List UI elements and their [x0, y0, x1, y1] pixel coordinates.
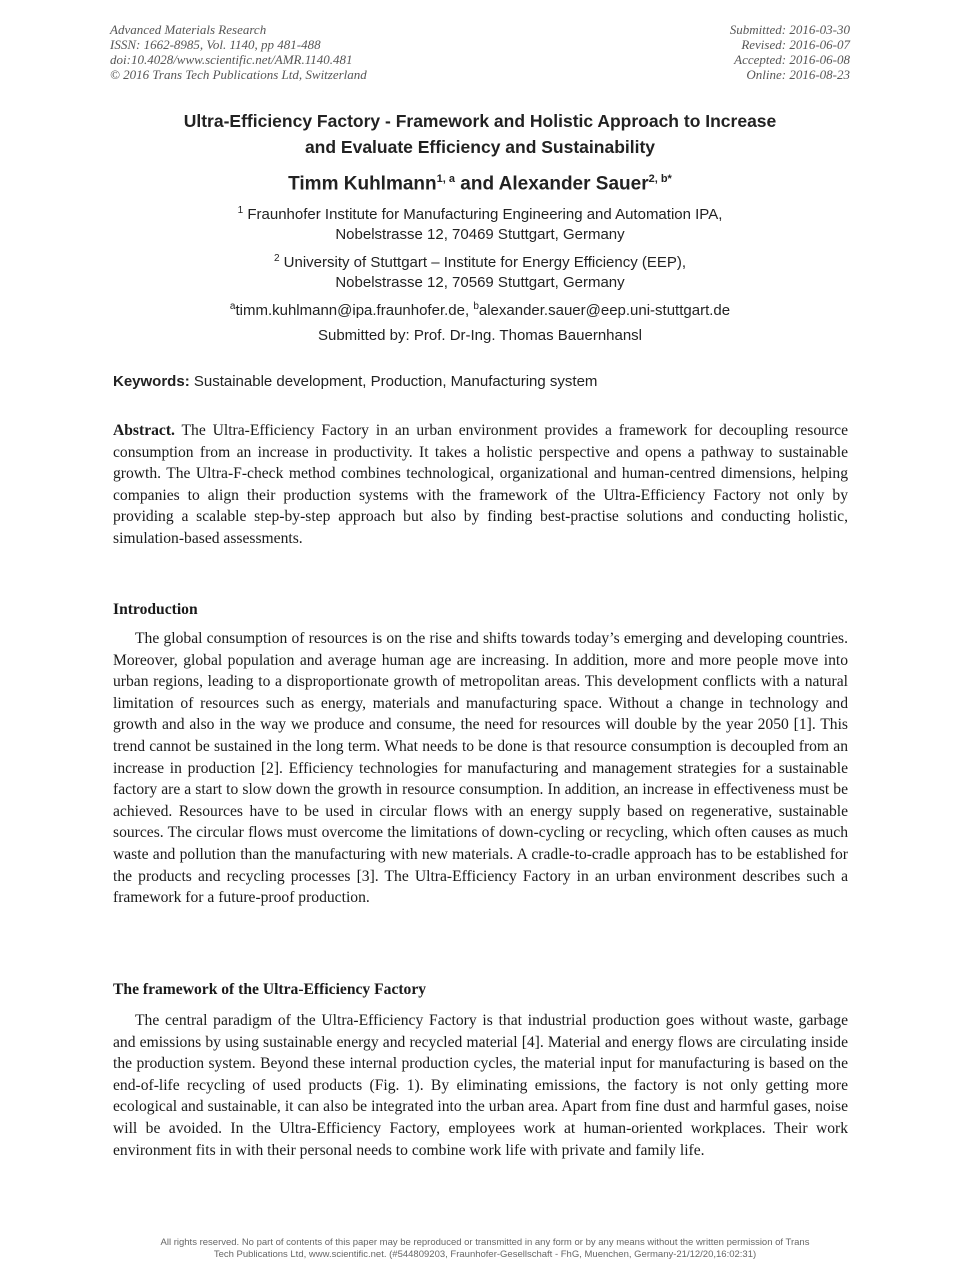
journal-copyright: © 2016 Trans Tech Publications Ltd, Switzerland	[110, 67, 367, 82]
email-a-marker: a	[229, 301, 236, 312]
dates-header	[730, 22, 850, 82]
author-list	[80, 166, 880, 197]
affiliation-1-line-2: Nobelstrasse 12, 70469 Stuttgart, Germany	[335, 226, 625, 243]
framework-heading: The framework of the Ultra-Efficiency Factory	[113, 981, 427, 998]
author-emails	[80, 297, 880, 321]
accepted-date: Accepted: 2016-06-08	[734, 52, 850, 67]
author-1-marker: 1, a	[436, 173, 455, 185]
abstract	[113, 420, 848, 550]
footer-line-2: Tech Publications Ltd, www.scientific.net. (#544809203, Fraunhofer-Gesellschaft - FhG, Muenchen, Germany-21/12/20,16:02:31)	[213, 1249, 757, 1260]
affiliation-2	[80, 249, 880, 293]
submitted-date: Submitted: 2016-03-30	[729, 22, 850, 37]
email-a: timm.kuhlmann@ipa.fraunhofer.de,	[235, 302, 470, 319]
introduction-heading: Introduction	[113, 601, 198, 618]
keywords	[113, 372, 597, 392]
footer-line-1: All rights reserved. No part of contents of this paper may be reproduced or transmitted in any form or by any means without the written permission of Trans	[160, 1237, 810, 1248]
affiliation-2-number: 2	[273, 253, 280, 264]
author-conjunction: and	[455, 173, 499, 195]
journal-header	[110, 22, 367, 82]
affiliation-1-number: 1	[237, 205, 244, 216]
email-b-marker: b	[473, 301, 479, 312]
title-line-1: Ultra-Efficiency Factory - Framework and Holistic Approach to Increase	[183, 111, 777, 131]
paper-title	[80, 108, 880, 160]
author-1-name: Timm Kuhlmann	[288, 173, 437, 195]
author-2-name: Alexander Sauer	[498, 173, 649, 195]
copyright-footer	[120, 1237, 850, 1261]
email-b: alexander.sauer@eep.uni-stuttgart.de	[478, 302, 731, 319]
title-line-2: and Evaluate Efficiency and Sustainability	[304, 137, 656, 157]
online-date: Online: 2016-08-23	[746, 67, 850, 82]
affiliation-2-line-2: Nobelstrasse 12, 70569 Stuttgart, Germany	[335, 274, 625, 291]
abstract-text: The Ultra-Efficiency Factory in an urban environment provides a framework for decoupling resource consumption from an increase in productivity. It takes a holistic perspective and opens a pathway to sustainable growth. The Ultra-F-check method combines technological, organizational and human-centred dimensions, helping companies to align their production systems with the framework of the Ultra-Efficiency Factory not only by providing a scalable step-by-step approach but also by finding best-practise solutions and conducting holistic, simulation-based assessments.	[113, 422, 848, 547]
submitted-by: Submitted by: Prof. Dr-Ing. Thomas Bauernhansl	[317, 327, 643, 344]
journal-doi: doi:10.4028/www.scientific.net/AMR.1140.481	[110, 52, 353, 67]
journal-name: Advanced Materials Research	[110, 22, 267, 37]
affiliation-1-line-1: Fraunhofer Institute for Manufacturing Engineering and Automation IPA,	[243, 206, 723, 223]
affiliation-1	[80, 201, 880, 245]
keywords-text: Sustainable development, Production, Manufacturing system	[189, 373, 598, 390]
keywords-label: Keywords:	[113, 373, 190, 390]
introduction-paragraph: The global consumption of resources is on the rise and shifts towards today’s emerging and developing countries. Moreover, global population and average human age are increasing. In addition, more and more people move into urban regions, leading to a disproportionate growth of metropolitan areas. This development conflicts with a natural limitation of resources such as energy, materials and manufacturing space. Without a change in technology and growth and also in the way we produce and consume, the need for resources will double by the year 2050 [1]. This trend cannot be sustained in the long term. What needs to be done is that resource consumption is decoupled from an increase in production [2]. Efficiency technologies for manufacturing and management strategies for a sustainable factory are a start to slow down the growth in resource consumption. In addition, an increase in effectiveness must be achieved. Resources have to be used in circular flows with an energy supply based on regenerative, sustainable sources. The circular flows must overcome the limitations of down-cycling or recycling, which often causes as much waste and pollution than the manufacturing with new materials. A cradle-to-cradle approach has to be established for the products and recycling processes [3]. The Ultra-Efficiency Factory in an urban environment describes such a framework for a future-proof production.	[113, 630, 848, 907]
revised-date: Revised: 2016-06-07	[741, 37, 850, 52]
author-2-marker: 2, b*	[648, 173, 672, 185]
abstract-label: Abstract.	[113, 422, 175, 439]
framework-paragraph: The central paradigm of the Ultra-Efficiency Factory is that industrial production goes without waste, garbage and emissions by using sustainable energy and recycled material [4]. Material and energy flows are circulating inside the production system. Beyond these internal production cycles, the material input for manufacturing is based on the end-of-life recycling of used products (Fig. 1). By eliminating emissions, the factory is not only getting more ecological and sustainable, it can also be integrated into the urban area. Apart from fine dust and harmful gases, noise will be avoided. In the Ultra-Efficiency Factory, employees work at human-oriented workplaces. Their work environment fits in with their personal needs to combine work life with private and family life.	[113, 1012, 848, 1159]
affiliation-2-line-1: University of Stuttgart – Institute for Energy Efficiency (EEP),	[279, 254, 687, 271]
journal-issn: ISSN: 1662-8985, Vol. 1140, pp 481-488	[110, 37, 321, 52]
